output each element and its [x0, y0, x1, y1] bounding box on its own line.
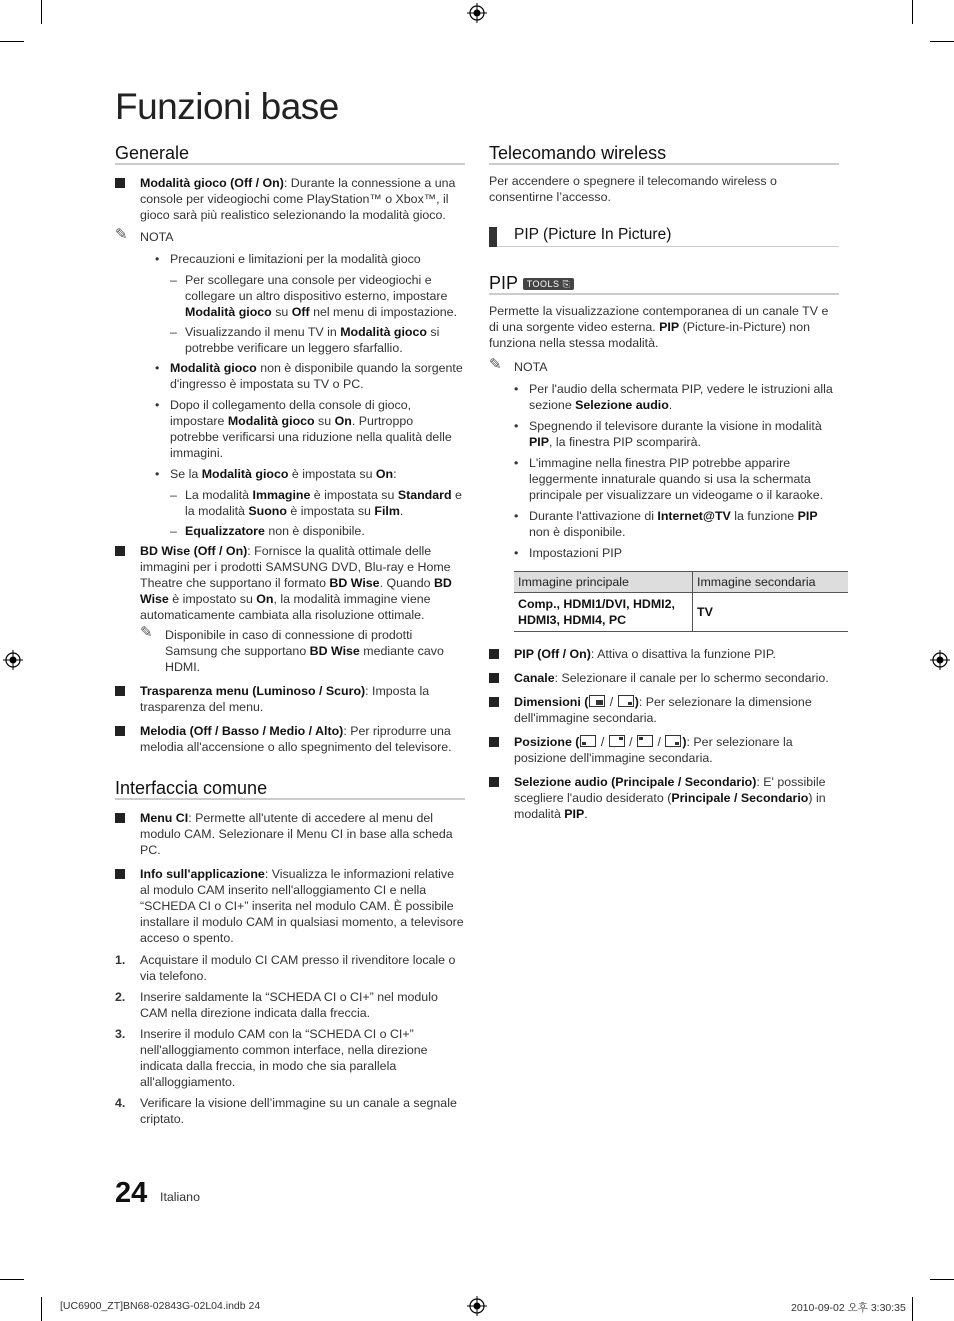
list-item: – La modalità Immagine è impostata su Standard e la modalità Suono è impostata su Film. — [170, 488, 462, 518]
tools-icon: TOOLS ⎘ — [523, 278, 575, 290]
list-item: • Modalità gioco non è disponibile quando la sorgente d'ingresso è impostata su TV o PC. — [155, 361, 463, 391]
note: ✎ NOTA — [115, 226, 174, 244]
note: ✎ Disponibile in caso di connessione di prodotti Samsung che supportano BD Wise mediante cavo HDMI. — [140, 624, 444, 674]
list-item: • Dopo il collegamento della console di gioco, impostare Modalità gioco su On. Purtroppo potrebbe verificarsi una riduzione nella qualità delle immagini. — [155, 398, 452, 460]
pip-settings-table — [514, 571, 848, 632]
registration-mark-icon — [930, 650, 950, 670]
list-item: Trasparenza menu (Luminoso / Scuro): Imposta la trasparenza del menu. — [115, 683, 465, 715]
pencil-icon: ✎ — [115, 226, 128, 243]
crop-mark — [41, 1297, 42, 1321]
list-item: • Durante l'attivazione di Internet@TV la funzione PIP non è disponibile. — [514, 509, 818, 539]
list-item: 1. Acquistare il modulo CI CAM presso il rivenditore locale o via telefono. — [115, 953, 456, 983]
footer-timestamp: 2010-09-02 오후 3:30:35 — [791, 1302, 906, 1314]
list-item: • Impostazioni PIP — [514, 546, 622, 560]
pip-top-right-icon — [609, 735, 625, 747]
crop-mark — [930, 1279, 954, 1280]
note: ✎ NOTA — [489, 356, 548, 374]
pencil-icon: ✎ — [140, 624, 153, 641]
list-item: – Equalizzatore non è disponibile. — [170, 524, 365, 538]
table-cell: Comp., HDMI1/DVI, HDMI2, HDMI3, HDMI4, PC — [514, 593, 693, 632]
list-item: Selezione audio (Principale / Secondario): E' possibile scegliere l'audio desiderato (Principale / Secondario) in modalità PIP. — [489, 774, 839, 822]
page-title: Funzioni base — [115, 86, 339, 127]
crop-mark — [930, 41, 954, 42]
list-item: • Precauzioni e limitazioni per la modalità gioco — [155, 252, 421, 266]
pip-top-left-icon — [637, 735, 653, 747]
table-header: Immagine principale — [514, 572, 693, 593]
footer-file-info: [UC6900_ZT]BN68-02843G-02L04.indb 24 — [60, 1300, 261, 1312]
paragraph: Per accendere o spegnere il telecomando wireless o consentirne l’accesso. — [489, 174, 777, 204]
left-column — [115, 145, 465, 1132]
section-heading-pip: PIP TOOLS ⎘ — [489, 275, 839, 295]
list-item: • L'immagine nella finestra PIP potrebbe apparire leggermente innaturale quando si usa la schermata principale per visualizzare un videogame o il karaoke. — [514, 456, 824, 502]
list-item: Melodia (Off / Basso / Medio / Alto): Per riprodurre una melodia all'accensione o allo spegnimento del televisore. — [115, 723, 465, 755]
section-heading-interfaccia: Interfaccia comune — [115, 780, 465, 800]
crop-mark — [0, 1279, 24, 1280]
registration-mark-icon — [467, 1296, 487, 1316]
page-number: 24 — [115, 1177, 148, 1209]
list-item: Info sull'applicazione: Visualizza le informazioni relative al modulo CAM inserito nell'alloggiamento CI e nella “SCHEDA CI o CI+” inserita nel modulo CAM. È possibile installare il modulo CAM in qualsiasi momento, a televisore acceso o spento. — [115, 866, 465, 946]
list-item: – Per scollegare una console per videogiochi e collegare un altro dispositivo esterno, impostare Modalità gioco su Off nel menu di impostazione. — [170, 273, 458, 319]
crop-mark — [912, 0, 913, 24]
list-item: Menu CI: Permette all'utente di accedere al menu del modulo CAM. Selezionare il Menu CI in base alla scheda PC. — [115, 810, 465, 858]
list-item: – Visualizzando il menu TV in Modalità gioco si potrebbe verificare un leggero sfarfallio. — [170, 325, 440, 355]
list-item: 3. Inserire il modulo CAM con la “SCHEDA CI o CI+” nell'alloggiamento common interface, nella direzione indicata dalla freccia, in modo che sia parallela all'alloggiamento. — [115, 1027, 428, 1089]
list-item: PIP (Off / On): Attiva o disattiva la funzione PIP. — [489, 646, 839, 662]
list-item: 2. Inserire saldamente la “SCHEDA CI o CI+” nel modulo CAM nella direzione indicata dalla freccia. — [115, 990, 438, 1020]
section-heading-generale: Generale — [115, 145, 465, 165]
table-header: Immagine secondaria — [693, 572, 849, 593]
pip-size-small-icon — [618, 695, 634, 707]
crop-mark — [41, 0, 42, 24]
list-item: Posizione ( / / / ): Per selezionare la posizione dell'immagine secondaria. — [489, 734, 839, 766]
list-item: Canale: Selezionare il canale per lo schermo secondario. — [489, 670, 839, 686]
table-cell: TV — [693, 593, 849, 632]
list-item: • Spegnendo il televisore durante la visione in modalità PIP, la finestra PIP scomparirà. — [514, 419, 822, 449]
list-item: Modalità gioco (Off / On): Durante la connessione a una console per videogiochi come PlayStation™ o Xbox™, il gioco sarà più realistico selezionando la modalità gioco. — [115, 175, 465, 223]
paragraph: Permette la visualizzazione contemporanea di un canale TV e di una sorgente video esterna. PIP (Picture-in-Picture) non funziona nella stessa modalità. — [489, 304, 829, 350]
language-label: Italiano — [160, 1190, 200, 1204]
registration-mark-icon — [467, 3, 487, 23]
crop-mark — [0, 41, 24, 42]
pencil-icon: ✎ — [489, 356, 502, 373]
registration-mark-icon — [3, 650, 23, 670]
right-column — [489, 145, 839, 828]
section-heading-pip-picture-in-picture: PIP (Picture In Picture) — [489, 227, 839, 247]
list-item: • Per l'audio della schermata PIP, vedere le istruzioni alla sezione Selezione audio. — [514, 382, 833, 412]
list-item: Dimensioni ( / ): Per selezionare la dimensione dell'immagine secondaria. — [489, 694, 839, 726]
list-item: • Se la Modalità gioco è impostata su On: — [155, 467, 397, 481]
pip-bottom-right-icon — [665, 735, 681, 747]
crop-mark — [912, 1297, 913, 1321]
pip-bottom-left-icon — [580, 735, 596, 747]
list-item: BD Wise (Off / On): Fornisce la qualità ottimale delle immagini per i prodotti SAMSUNG DVD, Blu-ray e Home Theatre che supportano il formato BD Wise. Quando BD Wise è impostato su On, la modalità immagine viene automaticamente cambiata alla risoluzione ottimale. — [115, 543, 465, 623]
section-heading-telecomando: Telecomando wireless — [489, 145, 839, 165]
pip-size-large-icon — [589, 695, 605, 707]
list-item: 4. Verificare la visione dell’immagine su un canale a segnale criptato. — [115, 1096, 457, 1126]
